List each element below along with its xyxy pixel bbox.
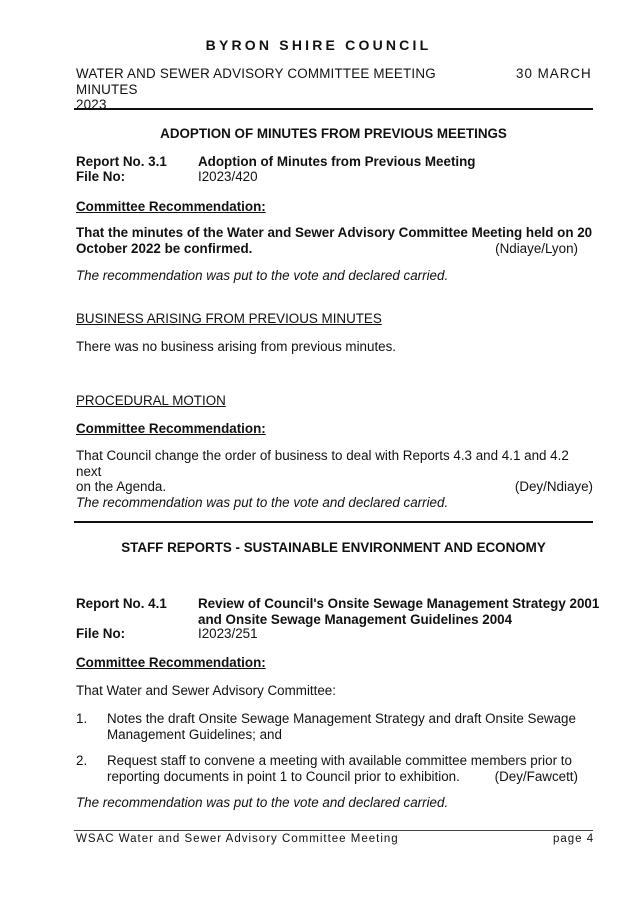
recommendation-item xyxy=(76,753,593,784)
item-line2: Management Guidelines; and xyxy=(107,726,282,742)
file-number: I2023/251 xyxy=(198,626,258,641)
meeting-date: 30 MARCH xyxy=(516,66,592,81)
recommendation-movers: (Ndiaye/Lyon) xyxy=(495,240,578,256)
section-heading-staff-reports: STAFF REPORTS - SUSTAINABLE ENVIRONMENT AND ECONOMY xyxy=(121,540,546,555)
item-line1: Request staff to convene a meeting with available committee members prior to xyxy=(107,753,572,768)
item-line1: Notes the draft Onsite Sewage Management Strategy and draft Onsite Sewage xyxy=(107,711,576,726)
report-title: Adoption of Minutes from Previous Meeting xyxy=(198,154,476,169)
item-movers: (Dey/Fawcett) xyxy=(494,768,578,784)
file-label: File No: xyxy=(76,169,126,184)
report-title-line1: Review of Council's Onsite Sewage Management Strategy 2001 xyxy=(198,596,600,611)
recommendation-intro: That Water and Sewer Advisory Committee: xyxy=(76,683,336,698)
committee-recommendation-heading: Committee Recommendation: xyxy=(76,199,266,214)
procedural-line2: on the Agenda. xyxy=(76,479,167,494)
report-title xyxy=(198,596,599,627)
vote-result: The recommendation was put to the vote and declared carried. xyxy=(76,268,449,283)
recommendation-item xyxy=(76,711,593,742)
procedural-motion-text xyxy=(76,448,593,510)
item-number: 1. xyxy=(76,711,88,726)
file-label: File No: xyxy=(76,626,126,641)
item-number: 2. xyxy=(76,753,88,768)
report-label: Report No. 4.1 xyxy=(76,596,167,611)
committee-recommendation-heading: Committee Recommendation: xyxy=(76,655,266,670)
footer-divider xyxy=(74,830,593,831)
procedural-movers: (Dey/Ndiaye) xyxy=(514,479,593,494)
meeting-title-line2: 2023 xyxy=(76,97,107,112)
page-number: page 4 xyxy=(553,833,595,845)
footer-meeting-name: WSAC Water and Sewer Advisory Committee Meeting xyxy=(76,833,399,845)
procedural-motion-heading: PROCEDURAL MOTION xyxy=(76,393,226,408)
section-divider xyxy=(74,521,593,523)
report-label: Report No. 3.1 xyxy=(76,154,167,169)
recommendation-line1: That the minutes of the Water and Sewer Advisory Committee Meeting held on 20 xyxy=(76,225,593,240)
recommendation-line2: October 2022 be confirmed. xyxy=(76,240,253,256)
header-divider xyxy=(74,108,593,110)
business-arising-heading: BUSINESS ARISING FROM PREVIOUS MINUTES xyxy=(76,311,382,326)
meeting-title-line1: WATER AND SEWER ADVISORY COMMITTEE MEETING MINUTES xyxy=(76,66,436,97)
item-line2: reporting documents in point 1 to Council prior to exhibition. xyxy=(107,768,460,784)
section-heading-adoption: ADOPTION OF MINUTES FROM PREVIOUS MEETINGS xyxy=(160,126,507,141)
council-name: BYRON SHIRE COUNCIL xyxy=(205,37,432,53)
business-arising-text: There was no business arising from previous minutes. xyxy=(76,339,397,354)
vote-result: The recommendation was put to the vote and declared carried. xyxy=(76,795,449,810)
file-number: I2023/420 xyxy=(198,169,258,184)
meeting-title xyxy=(76,66,496,113)
procedural-recommendation-heading: Committee Recommendation: xyxy=(76,421,266,436)
procedural-line1: That Council change the order of business to deal with Reports 4.3 and 4.1 and 4.2 next xyxy=(76,448,569,479)
recommendation-text xyxy=(76,225,593,256)
procedural-vote-result: The recommendation was put to the vote and declared carried. xyxy=(76,494,449,510)
report-title-line2: and Onsite Sewage Management Guidelines 2004 xyxy=(198,611,513,627)
